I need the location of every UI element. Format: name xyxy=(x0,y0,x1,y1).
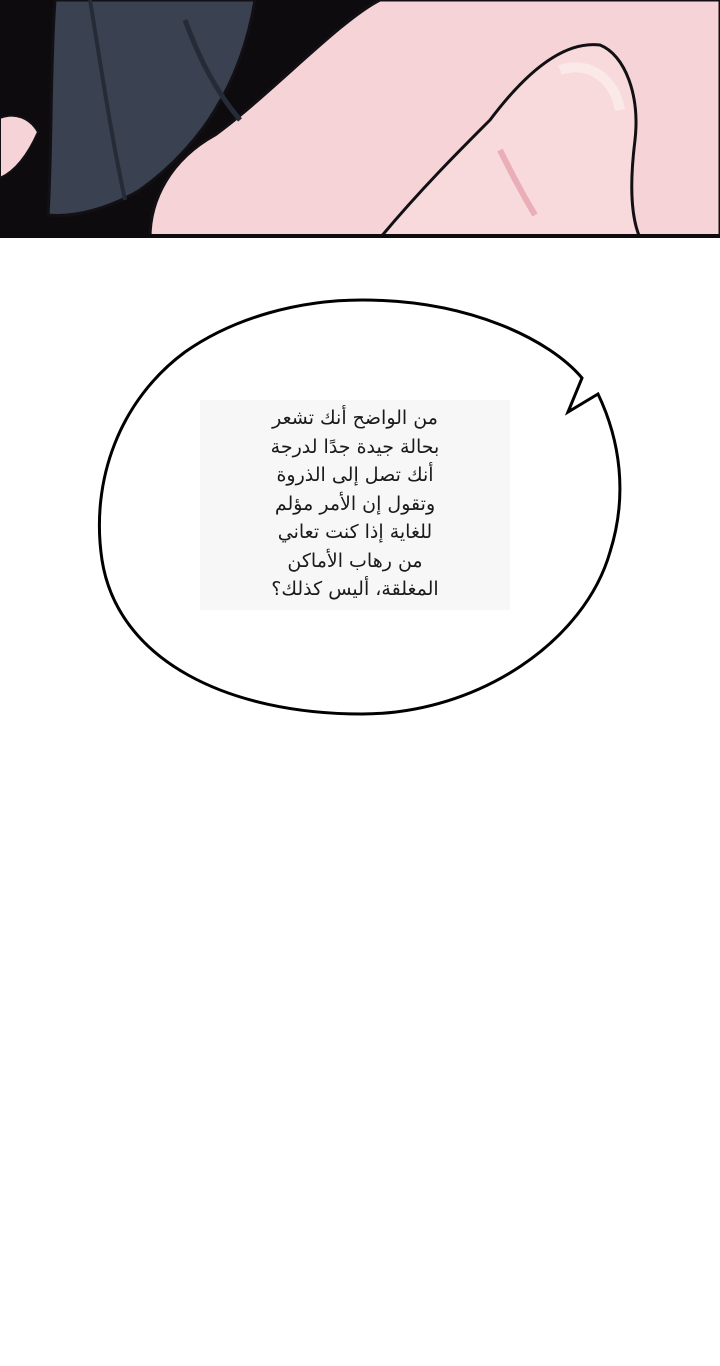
comic-illustration xyxy=(0,0,720,238)
bubble-line: من الواضح أنك تشعر xyxy=(272,407,438,429)
bubble-line: بحالة جيدة جدًا لدرجة xyxy=(270,435,440,458)
blank-area xyxy=(0,730,720,1366)
bubble-line: المغلقة، أليس كذلك؟ xyxy=(271,578,439,600)
bubble-line: أنك تصل إلى الذروة xyxy=(276,464,434,486)
comic-panel xyxy=(0,0,720,238)
bubble-line: للغاية إذا كنت تعاني xyxy=(277,521,433,543)
panel-border xyxy=(0,234,720,238)
speech-bubble xyxy=(0,290,720,730)
bubble-line: وتقول إن الأمر مؤلم xyxy=(274,492,436,515)
bubble-text xyxy=(215,404,495,604)
bubble-line: من رهاب الأماكن xyxy=(287,549,423,572)
